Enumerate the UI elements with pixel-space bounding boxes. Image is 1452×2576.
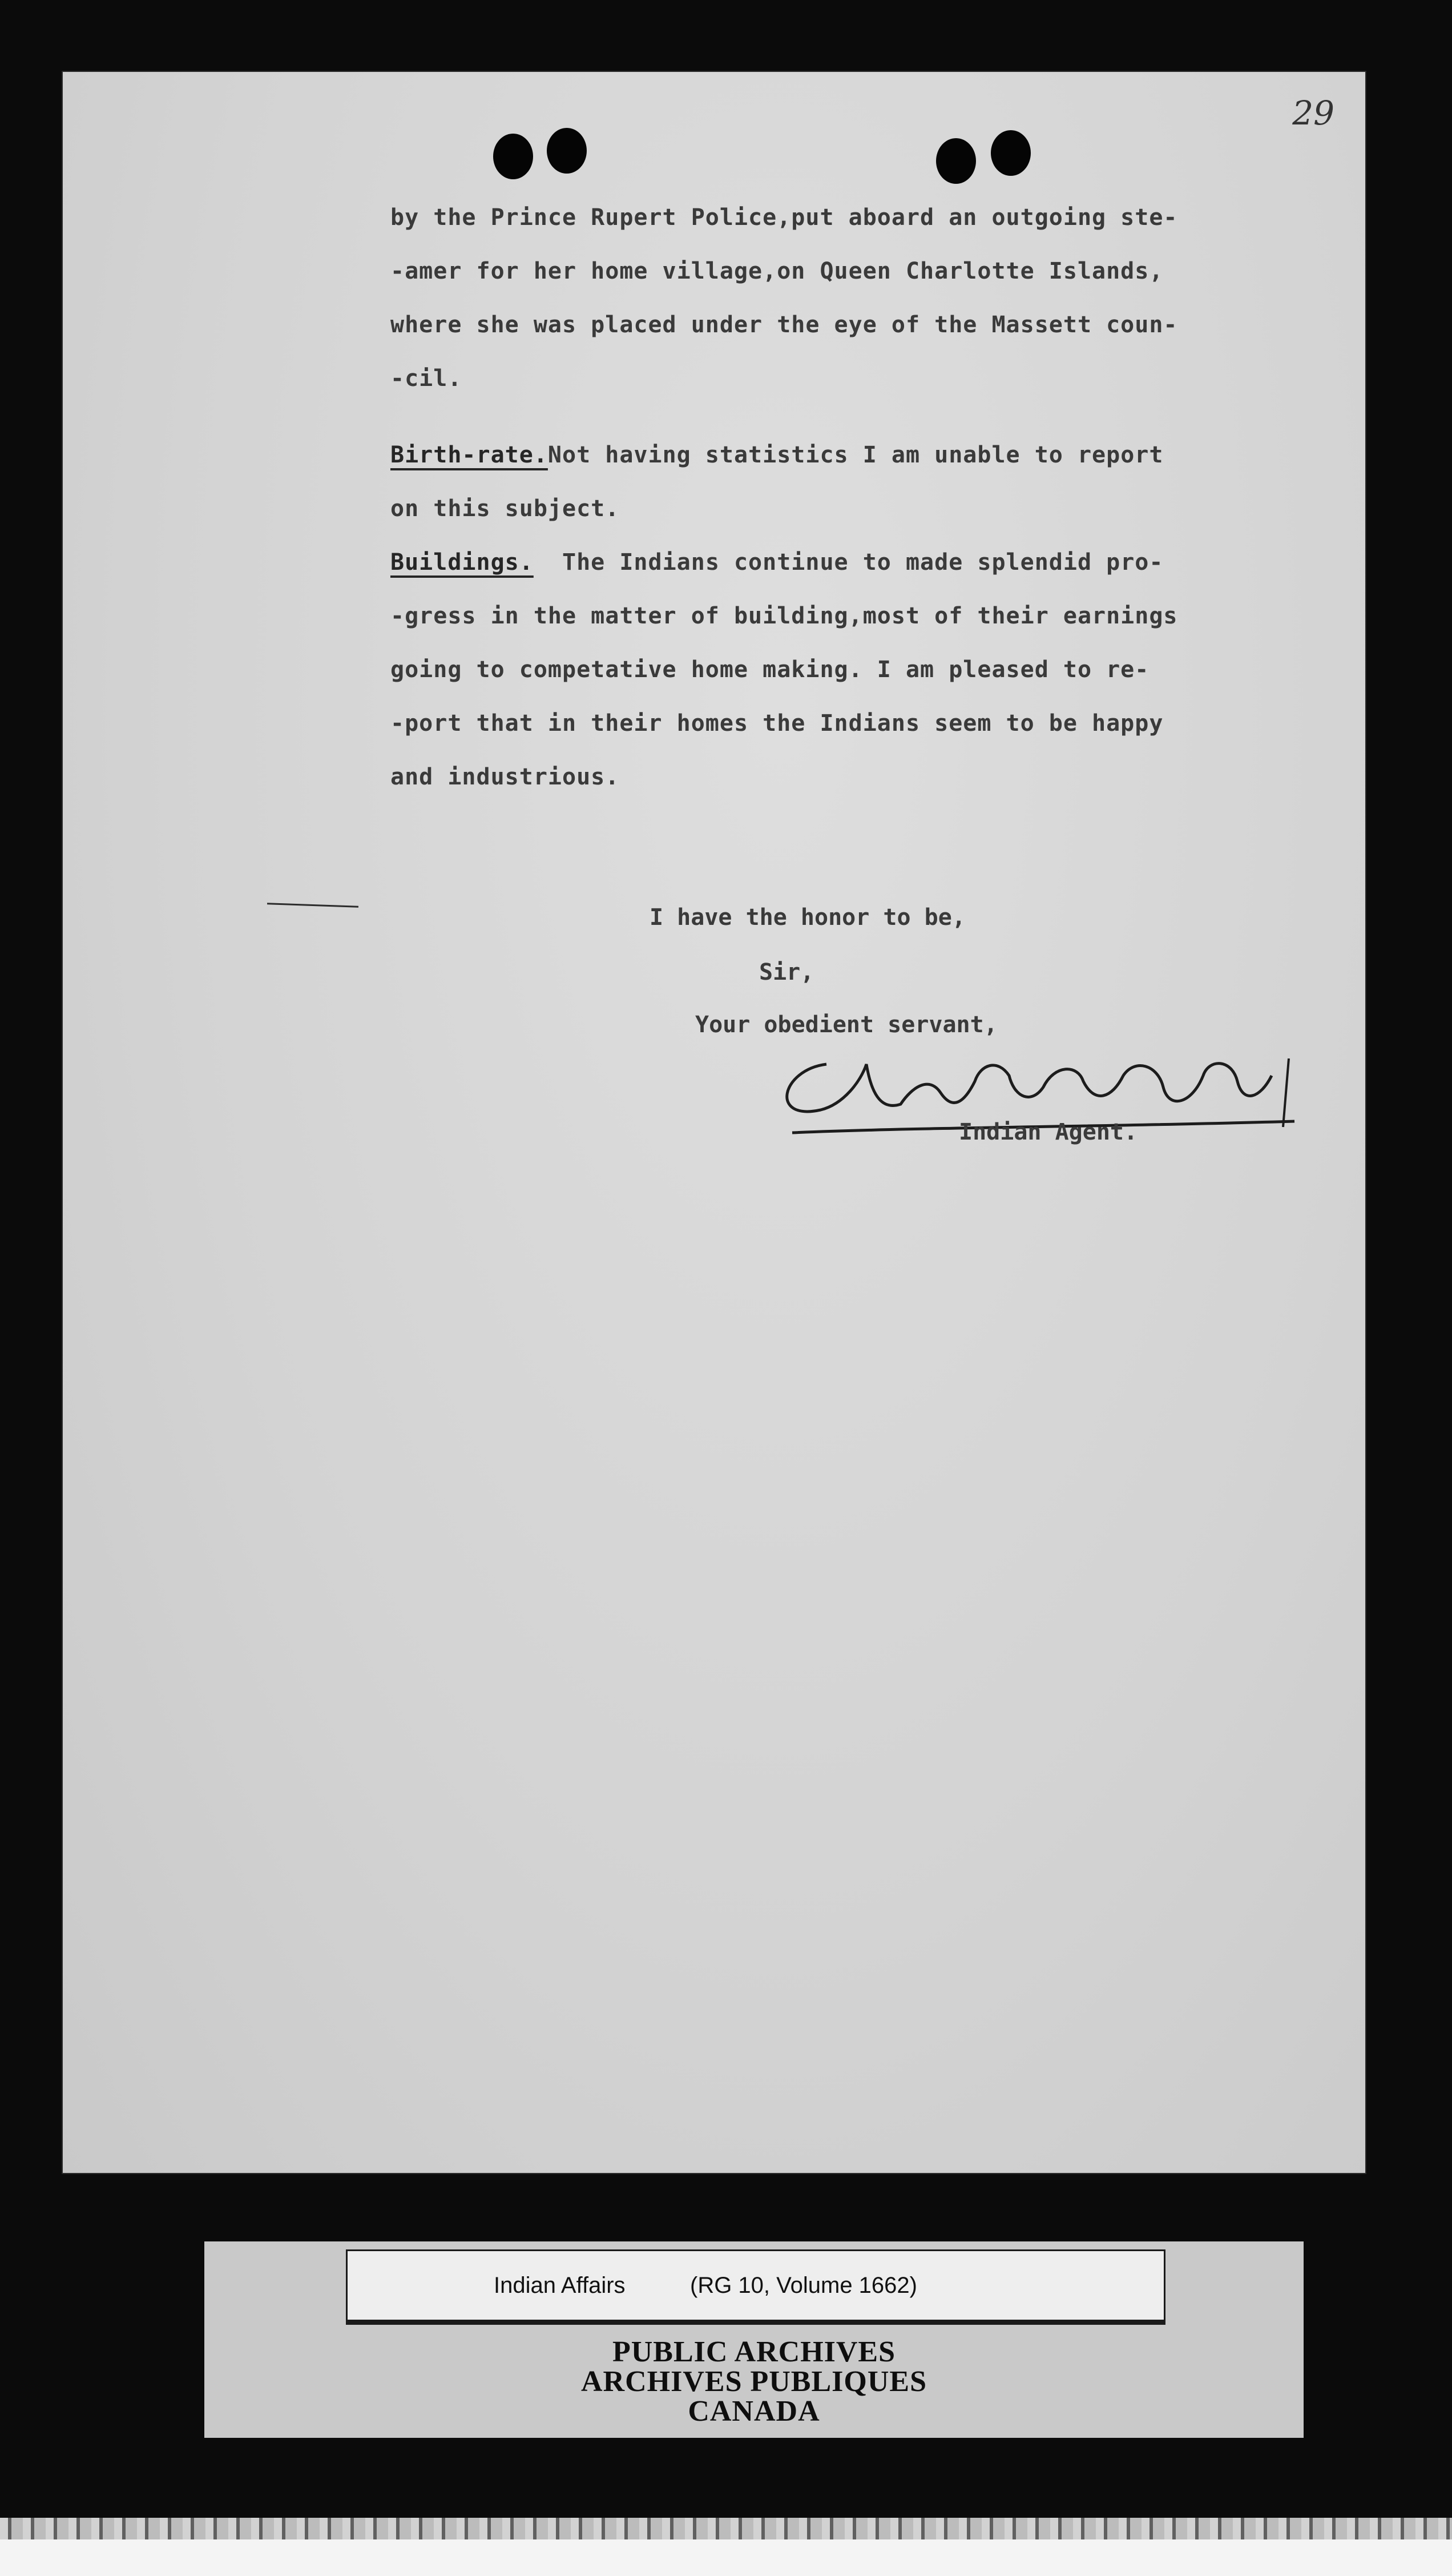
punch-hole	[936, 138, 976, 184]
punch-hole	[493, 134, 533, 179]
letter-body	[390, 191, 1361, 804]
birth-rate-heading: Birth-rate.	[390, 442, 548, 468]
collection-name: Indian Affairs	[494, 2273, 626, 2298]
page-number: 29	[1292, 94, 1334, 132]
body-line: going to competative home making. I am pleased to re-	[390, 657, 1150, 683]
body-line: Not having statistics I am unable to report	[547, 442, 1164, 468]
pen-stroke	[267, 903, 358, 908]
collection-reference: (RG 10, Volume 1662)	[690, 2273, 917, 2298]
body-line: by the Prince Rupert Police,put aboard an outgoing ste-	[390, 204, 1178, 231]
stamp-line: PUBLIC ARCHIVES	[612, 2336, 896, 2368]
closing-salutation: I have the honor to be,	[650, 904, 966, 931]
birth-rate-paragraph	[390, 428, 1361, 482]
film-border	[0, 2539, 1452, 2576]
body-line: where she was placed under the eye of the Massett coun-	[390, 312, 1178, 338]
body-line: and industrious.	[390, 764, 620, 790]
body-line: -cil.	[390, 365, 462, 392]
punch-hole	[547, 128, 587, 174]
body-line: -port that in their homes the Indians seem to be happy	[390, 710, 1164, 736]
body-line: The Indians continue to made splendid pro-	[533, 549, 1164, 575]
punch-hole	[991, 130, 1031, 176]
agent-title: Indian Agent.	[959, 1119, 1138, 1145]
archive-label-board	[204, 2241, 1304, 2438]
public-archives-stamp	[204, 2337, 1304, 2426]
stamp-line: ARCHIVES PUBLIQUES	[580, 2365, 927, 2398]
closing-servant: Your obedient servant,	[695, 1012, 998, 1038]
archive-reference-strip	[346, 2249, 1165, 2321]
buildings-heading: Buildings.	[390, 549, 534, 575]
body-line: on this subject.	[390, 496, 620, 522]
buildings-paragraph	[390, 536, 1361, 589]
stamp-line: CANADA	[688, 2395, 820, 2428]
document-page	[62, 71, 1366, 2174]
closing-sir: Sir,	[759, 959, 814, 985]
body-line: -gress in the matter of building,most of their earnings	[390, 603, 1178, 629]
body-line: -amer for her home village,on Queen Charlotte Islands,	[390, 258, 1164, 284]
